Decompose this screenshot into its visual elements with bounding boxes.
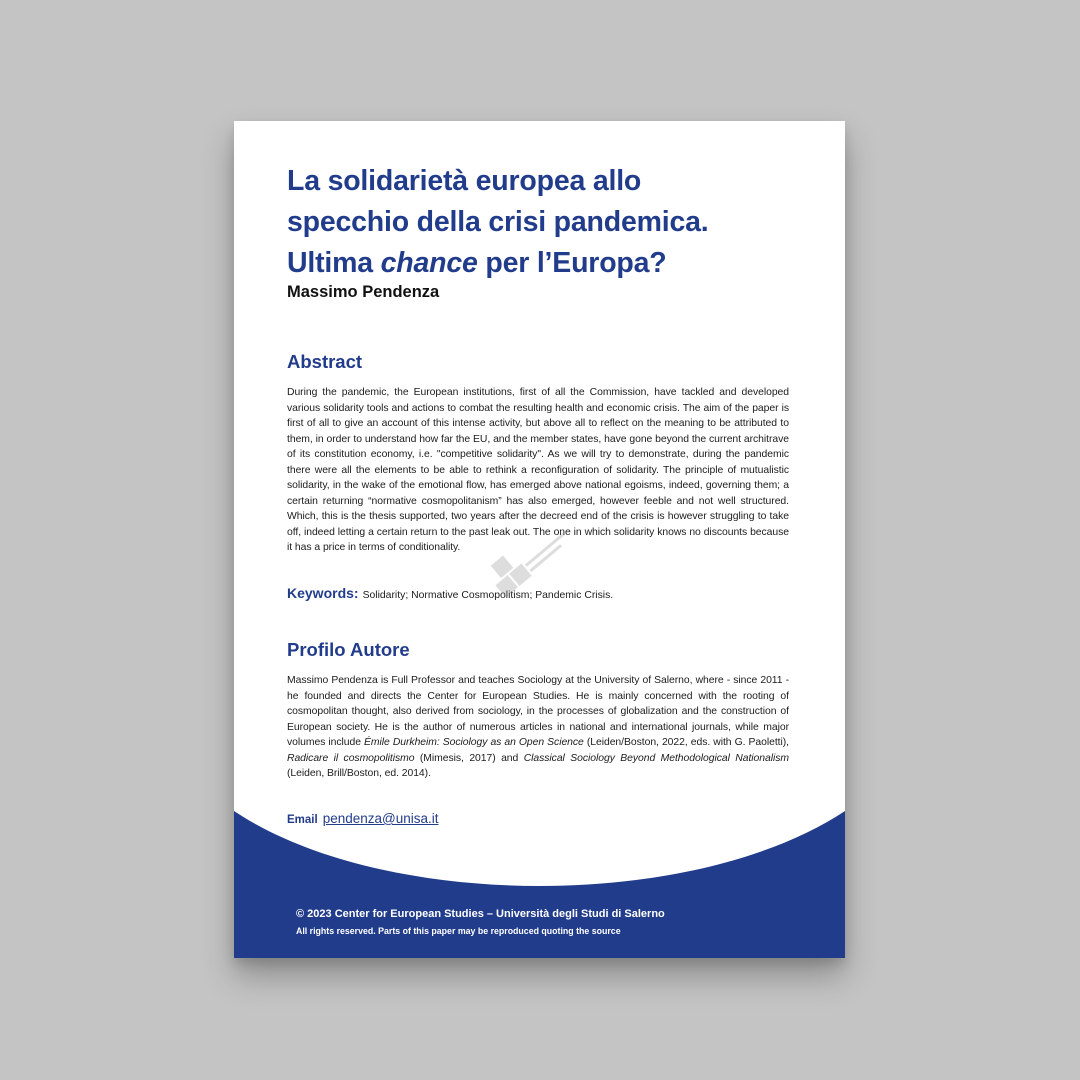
title-line-3-pre: Ultima (287, 247, 381, 279)
profile-text (287, 673, 789, 782)
email-row (287, 811, 438, 826)
title-line-1: La solidarietà europea allo (287, 165, 642, 197)
profile-part-4: (Leiden, Brill/Boston, ed. 2014). (287, 768, 431, 780)
keywords-row (287, 585, 613, 601)
profile-part-1: Massimo Pendenza is Full Professor and teaches Sociology at the University of Salerno, where - since 2011 - he founded and directs the Center for European Studies. He is mainly concerned with the rooting of cosmopolitan thought, also derived from sociology, in the processes of globalization and the construction of European society. He is the author of numerous articles in national and international journals, while major volumes include (287, 675, 789, 749)
title-line-3-emphasis: chance (380, 247, 478, 279)
profile-book-3: Classical Sociology Beyond Methodological Nationalism (523, 752, 789, 764)
profile-part-2: (Leiden/Boston, 2022, eds. with G. Paoletti), (583, 737, 790, 749)
paper-title (287, 161, 807, 284)
profile-part-3: (Mimesis, 2017) and (414, 752, 524, 764)
profile-book-1: Émile Durkheim: Sociology as an Open Science (364, 737, 584, 749)
keywords-text: Solidarity; Normative Cosmopolitism; Pandemic Crisis. (362, 590, 614, 601)
author-name: Massimo Pendenza (287, 283, 440, 301)
abstract-text: During the pandemic, the European institutions, first of all the Commission, have tackled and developed various solidarity tools and actions to combat the resulting health and economic crisis. The aim of the paper is first of all to give an account of this intense activity, but above all to reflect on the meaning to be attributed to them, in order to understand how far the EU, and the member states, have gone beyond the current architrave of its constitution economy, i.e. "competitive solidarity". As we will try to demonstrate, during the pandemic there were all the elements to be able to rethink a reconfiguration of solidarity. The principle of mutualistic solidarity, in the wake of the emotional flow, has emerged above national egoisms, indeed, governing them; a certain returning “normative cosmopolitanism” has also emerged, however feeble and not well structured. Which, this is the thesis supported, two years after the decreed end of the crisis is however struggling to take off, indeed letting a certain return to the past leak out. The one in which solidarity knows no discounts because it has a price in terms of conditionality. (287, 387, 789, 554)
profile-heading: Profilo Autore (287, 639, 410, 660)
title-line-2: specchio della crisi pandemica. (287, 206, 709, 238)
email-label: Email (287, 814, 318, 826)
email-link[interactable]: pendenza@unisa.it (322, 811, 439, 826)
abstract-heading: Abstract (287, 351, 363, 372)
keywords-label: Keywords: (287, 585, 359, 601)
document-page (234, 121, 845, 958)
profile-book-2: Radicare il cosmopolitismo (287, 752, 415, 764)
footer-copyright: © 2023 Center for European Studies – Università degli Studi di Salerno (296, 908, 665, 920)
title-line-3-post: per l’Europa? (477, 247, 667, 279)
footer-rights: All rights reserved. Parts of this paper may be reproduced quoting the source (296, 926, 621, 936)
